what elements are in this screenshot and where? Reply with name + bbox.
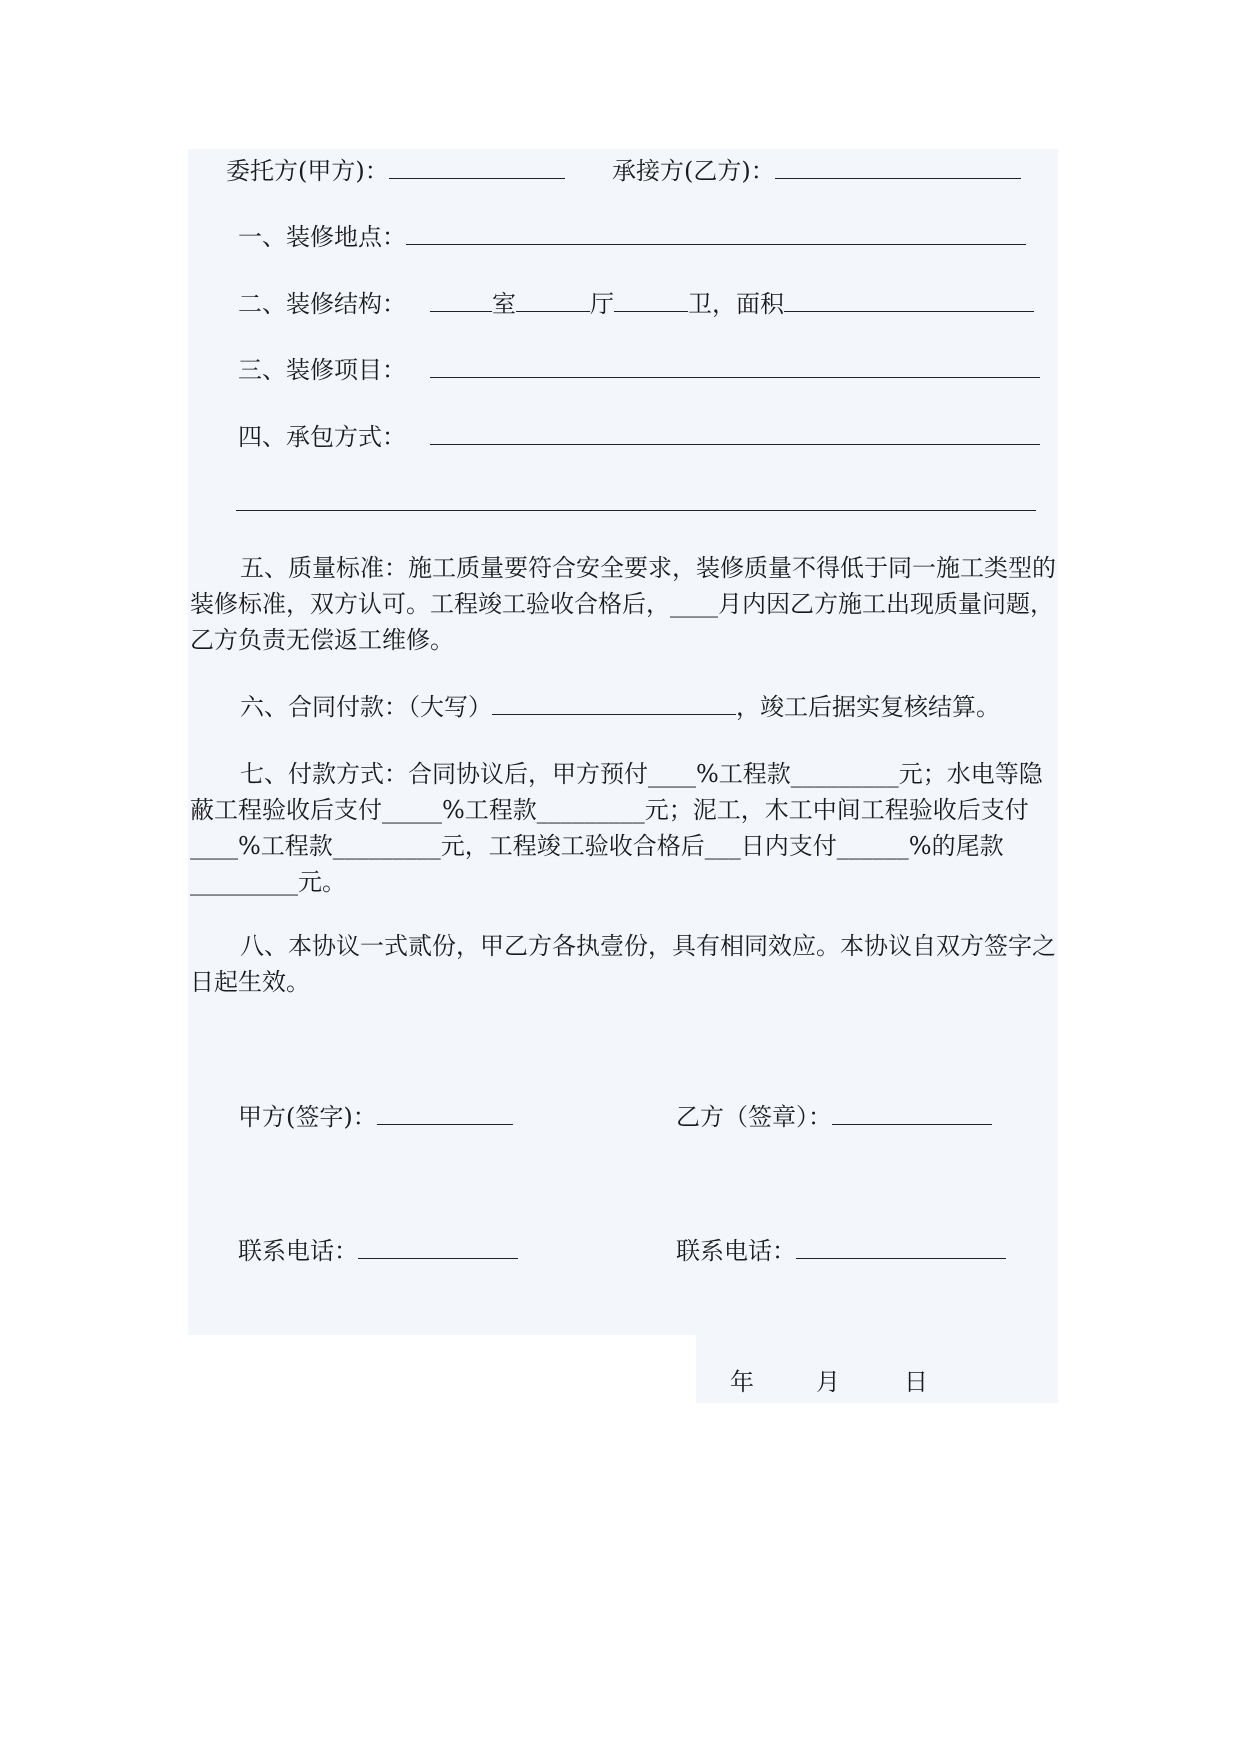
location-row <box>238 218 1026 255</box>
bath-area-label: 卫，面积 <box>688 290 784 318</box>
date-year: 年 <box>730 1368 754 1396</box>
hall-count-blank[interactable] <box>516 285 590 312</box>
clause-quality-text: 五、质量标准：施工质量要符合安全要求，装修质量不得低于同一施工类型的装修标准，双方认可。工程竣工验收合格后，____月内因乙方施工出现质量问题，乙方负责无偿返工维修。 <box>190 554 1056 654</box>
clause-quality <box>190 550 1056 658</box>
phone-a-row <box>238 1232 518 1269</box>
hall-label: 厅 <box>590 290 614 318</box>
location-blank[interactable] <box>406 218 1026 245</box>
phone-b-blank[interactable] <box>796 1232 1006 1259</box>
clause-payment-method <box>190 756 1056 900</box>
bath-count-blank[interactable] <box>614 285 688 312</box>
party-b-seal-row <box>676 1098 992 1135</box>
clause-payment-suffix: ，竣工后据实复核结算。 <box>736 693 1000 721</box>
party-b-row <box>612 152 1021 189</box>
location-label: 一、装修地点： <box>238 223 406 251</box>
project-row <box>238 351 1040 388</box>
contract-mode-extra-line[interactable] <box>236 510 1036 511</box>
payment-amount-blank[interactable] <box>492 688 736 715</box>
clause-payment-row <box>240 688 1000 725</box>
contract-mode-label: 四、承包方式： <box>238 423 406 451</box>
clause-copies <box>190 928 1056 1000</box>
contract-mode-blank[interactable] <box>430 418 1040 445</box>
party-b-label: 承接方(乙方)： <box>612 157 775 185</box>
clause-payment-method-text: 七、付款方式：合同协议后，甲方预付____%工程款_________元；水电等隐蔽工程验收后支付_____%工程款_________元；泥工，木工中间工程验收后支付____%工程款_________元，工程竣工验收合格后___日内支付______%的尾款_________元。 <box>190 760 1043 896</box>
clause-copies-text: 八、本协议一式贰份，甲乙方各执壹份，具有相同效应。本协议自双方签字之日起生效。 <box>190 932 1056 996</box>
clause-payment-prefix: 六、合同付款：（大写） <box>240 693 492 721</box>
phone-b-label: 联系电话： <box>676 1237 796 1265</box>
date-month: 月 <box>816 1368 840 1396</box>
project-label: 三、装修项目： <box>238 356 406 384</box>
contract-mode-row <box>238 418 1040 455</box>
structure-row <box>238 285 1034 322</box>
phone-a-blank[interactable] <box>358 1232 518 1259</box>
project-blank[interactable] <box>430 351 1040 378</box>
area-blank[interactable] <box>784 285 1034 312</box>
party-a-sign-row <box>238 1098 513 1135</box>
date-day: 日 <box>904 1368 928 1396</box>
party-b-blank[interactable] <box>775 152 1021 179</box>
document-background <box>188 149 1058 1335</box>
party-b-seal-label: 乙方（签章）： <box>676 1103 832 1131</box>
room-count-blank[interactable] <box>430 285 492 312</box>
party-a-row <box>226 152 565 189</box>
party-a-blank[interactable] <box>389 152 565 179</box>
phone-a-label: 联系电话： <box>238 1237 358 1265</box>
phone-b-row <box>676 1232 1006 1269</box>
party-a-sign-blank[interactable] <box>377 1098 513 1125</box>
party-a-label: 委托方(甲方)： <box>226 157 389 185</box>
party-b-seal-blank[interactable] <box>832 1098 992 1125</box>
room-label: 室 <box>492 290 516 318</box>
party-a-sign-label: 甲方(签字)： <box>238 1103 377 1131</box>
structure-label: 二、装修结构： <box>238 290 406 318</box>
